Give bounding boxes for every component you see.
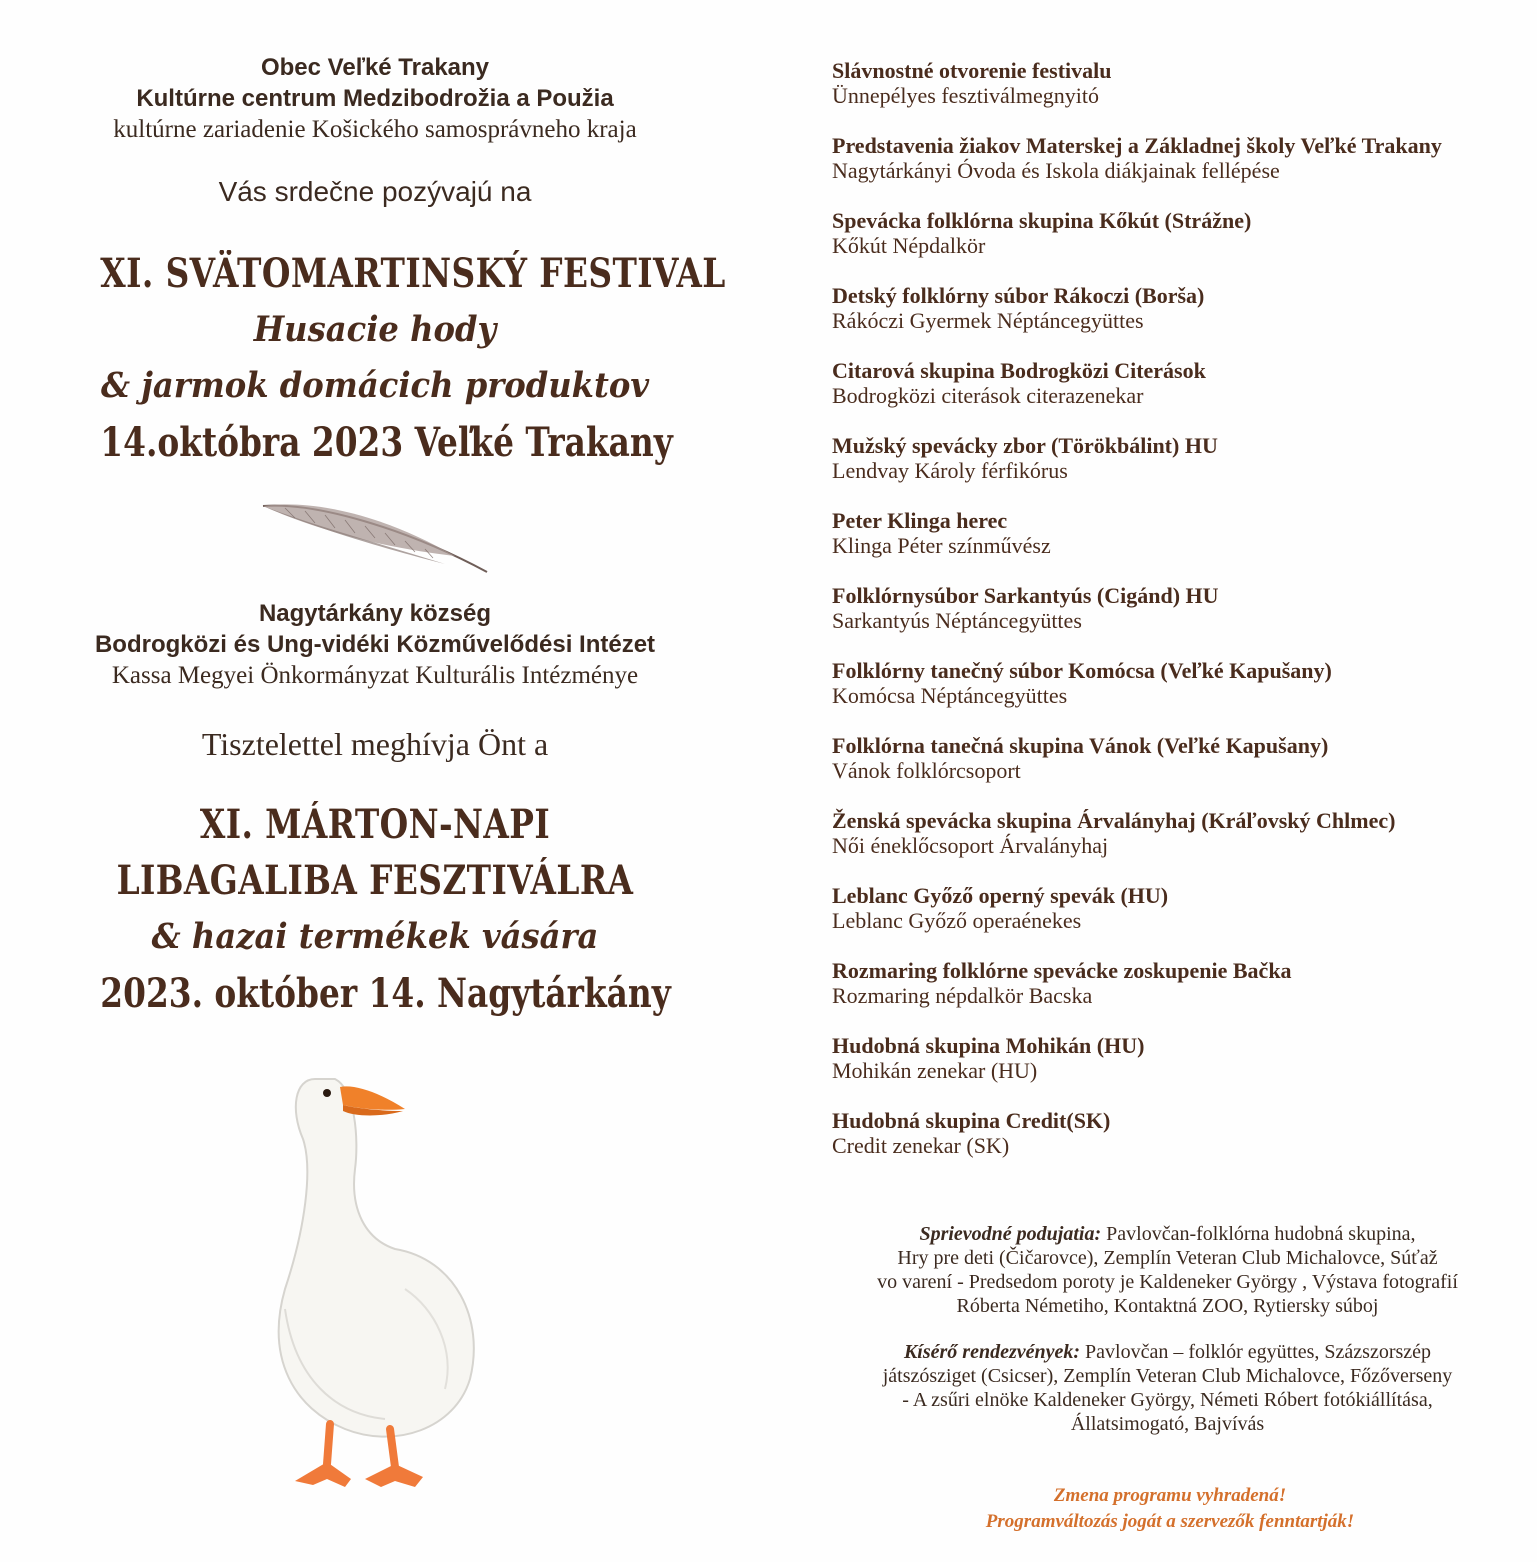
festival-title2-hu: LIBAGALIBA FESZTIVÁLRA [116, 857, 634, 904]
festival-sub-hu: & hazai termékek vására [151, 916, 599, 957]
side-events-sk-label: Sprievodné podujatia: [919, 1223, 1102, 1245]
side-events-sk-line: Pavlovčan-folklórna hudobná skupina, [1106, 1223, 1416, 1245]
festival-date-hu: 2023. október 14. Nagytárkány [100, 970, 671, 1017]
program-item-hu: Mohikán zenekar (HU) [832, 1058, 1038, 1083]
program-item-sk: Peter Klinga herec [832, 508, 1008, 533]
program-item-hu: Nagytárkányi Óvoda és Iskola diákjainak fellépése [832, 158, 1280, 183]
program-item-hu: Rákóczi Gyermek Néptáncegyüttes [832, 308, 1144, 333]
program-item-hu: Női éneklőcsoport Árvalányhaj [832, 833, 1109, 858]
program-item-sk: Hudobná skupina Mohikán (HU) [832, 1033, 1145, 1058]
feather-icon [255, 498, 495, 578]
program-item-hu: Ünnepélyes fesztiválmegnyitó [832, 83, 1099, 108]
program-item-sk: Detský folklórny súbor Rákoczi (Borša) [832, 283, 1205, 308]
program-item [832, 658, 1532, 708]
org-name-sk: Obec Veľké Trakany [260, 54, 490, 81]
org-centre-hu: Bodrogközi és Ung-vidéki Közművelődési Intézet [94, 631, 656, 658]
program-item [832, 133, 1532, 183]
goose-icon [255, 1059, 495, 1489]
program-item [832, 433, 1532, 483]
org-sub-hu: Kassa Megyei Önkormányzat Kulturális Intézménye [111, 662, 639, 689]
program-item-sk: Folklórny tanečný súbor Komócsa (Veľké Kapušany) [832, 658, 1332, 683]
program-change-notice [850, 1483, 1490, 1535]
program-item-hu: Klinga Péter színművész [832, 533, 1051, 558]
festival-sub2-sk: & jarmok domácich produktov [100, 365, 650, 406]
program-item-sk: Citarová skupina Bodrogközi Citerások [832, 358, 1206, 383]
festival-title-sk: XI. SVÄTOMARTINSKÝ FESTIVAL [100, 250, 726, 297]
program-item-hu: Sarkantyús Néptáncegyüttes [832, 608, 1082, 633]
program-item-sk: Predstavenia žiakov Materskej a Základnej školy Veľké Trakany [832, 133, 1442, 158]
org-centre-sk: Kultúrne centrum Medzibodrožia a Použia [136, 85, 614, 112]
program-item [832, 583, 1532, 633]
program-item-hu: Bodrogközi citerások citerazenekar [832, 383, 1144, 408]
side-events-sk-line: Hry pre deti (Čičarovce), Zemplín Veteran Club Michalovce, Súťaž [897, 1247, 1438, 1269]
program-item [832, 58, 1532, 108]
program-item-hu: Leblanc Győző operaénekes [832, 908, 1082, 933]
program-item [832, 733, 1532, 783]
side-events-sk-line: Róberta Németiho, Kontaktná ZOO, Rytiersky súboj [956, 1295, 1379, 1317]
notice-hu: Programváltozás jogát a szervezők fenntartják! [985, 1511, 1355, 1532]
program-item-hu: Kőkút Népdalkör [832, 233, 986, 258]
festival-date-sk: 14.októbra 2023 Veľké Trakany [100, 419, 673, 466]
invite-sk: Vás srdečne pozývajú na [218, 176, 532, 207]
org-name-hu: Nagytárkány község [258, 600, 492, 627]
program-item-sk: Ženská spevácka skupina Árvalányhaj (Kráľovský Chlmec) [832, 808, 1396, 833]
program-item-hu: Credit zenekar (SK) [832, 1133, 1010, 1158]
program-item-sk: Leblanc Győző operný spevák (HU) [832, 883, 1169, 908]
side-events-sk [805, 1222, 1530, 1318]
program-item [832, 208, 1532, 258]
program-item-hu: Lendvay Károly férfikórus [832, 458, 1068, 483]
program-item [832, 1108, 1532, 1158]
program-item-sk: Spevácka folklórna skupina Kőkút (Strážne) [832, 208, 1252, 233]
program-item [832, 958, 1532, 1008]
side-events-sk-line: vo varení - Predsedom poroty je Kaldeneker György , Výstava fotografií [877, 1271, 1458, 1293]
program-item-hu: Rozmaring népdalkör Bacska [832, 983, 1093, 1008]
program-item [832, 283, 1532, 333]
side-events-hu-line: - A zsűri elnöke Kaldeneker György, Németi Róbert fotókiállítása, [902, 1389, 1433, 1411]
side-events-hu-line: játszósziget (Csicser), Zemplín Veteran Club Michalovce, Főzőverseny [882, 1365, 1453, 1387]
program-item-sk: Slávnostné otvorenie festivalu [832, 58, 1112, 83]
program-item-sk: Mužský spevácky zbor (Törökbálint) HU [832, 433, 1218, 458]
program-list [832, 58, 1532, 1183]
side-events-hu-line: Pavlovčan – folklór együttes, Százszorszép [1085, 1341, 1432, 1363]
side-events-hu [805, 1340, 1530, 1436]
left-column [40, 52, 726, 1489]
program-item-sk: Folklórna tanečná skupina Vánok (Veľké Kapušany) [832, 733, 1329, 758]
festival-sub1-sk: Husacie hody [253, 309, 497, 350]
program-item [832, 358, 1532, 408]
side-events-hu-line: Állatsimogató, Bajvívás [1070, 1413, 1265, 1435]
program-item-sk: Folklórnysúbor Sarkantyús (Cigánd) HU [832, 583, 1219, 608]
program-item-sk: Hudobná skupina Credit(SK) [832, 1108, 1111, 1133]
program-item [832, 508, 1532, 558]
program-item-hu: Komócsa Néptáncegyüttes [832, 683, 1068, 708]
festival-title1-hu: XI. MÁRTON-NAPI [199, 801, 551, 848]
notice-sk: Zmena programu vyhradená! [1053, 1485, 1287, 1506]
invite-hu: Tisztelettel meghívja Önt a [201, 726, 549, 762]
program-item [832, 883, 1532, 933]
program-item-hu: Vánok folklórcsoport [832, 758, 1021, 783]
program-item [832, 1033, 1532, 1083]
program-item [832, 808, 1532, 858]
org-sub-sk: kultúrne zariadenie Košického samosprávneho kraja [113, 116, 637, 143]
program-item-sk: Rozmaring folklórne spevácke zoskupenie Bačka [832, 958, 1292, 983]
side-events-hu-label: Kísérő rendezvények: [903, 1341, 1081, 1363]
